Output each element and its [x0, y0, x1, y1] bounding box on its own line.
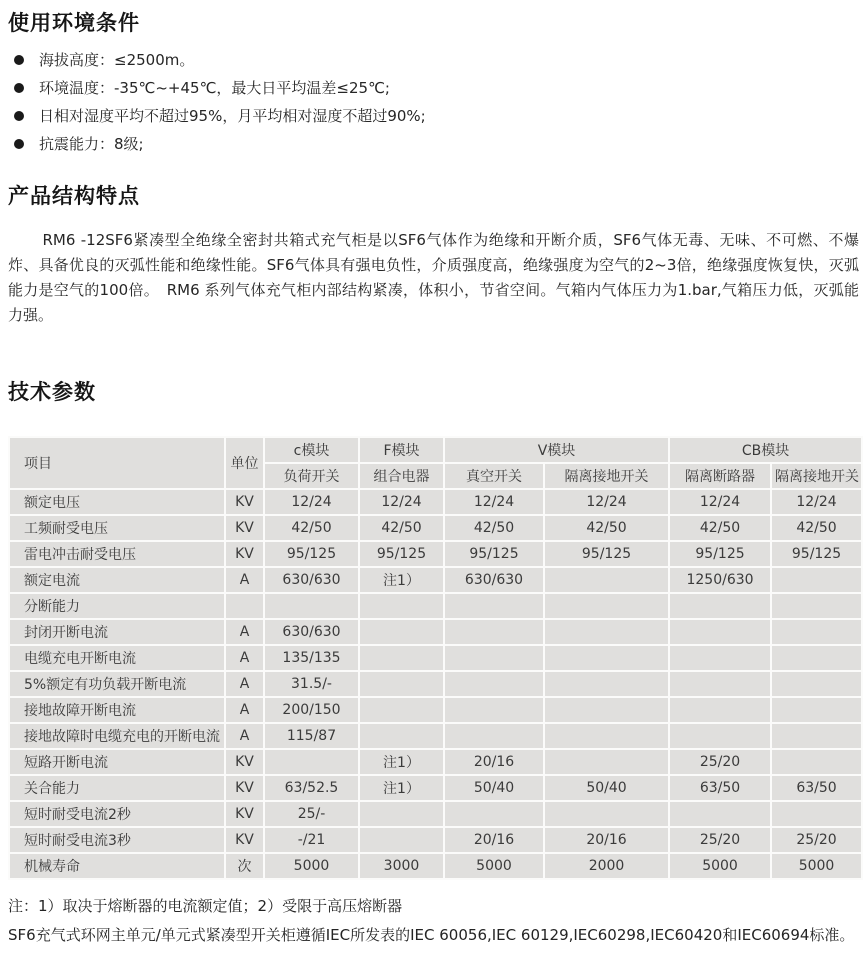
- row-label-cell: 短时耐受电流2秒: [9, 801, 225, 827]
- value-cell: 95/125: [669, 541, 771, 567]
- value-cell: [669, 593, 771, 619]
- env-list: [8, 52, 859, 152]
- value-cell: [771, 671, 862, 697]
- value-cell: [444, 671, 544, 697]
- value-cell: 42/50: [359, 515, 444, 541]
- row-unit-cell: KV: [225, 515, 264, 541]
- tech-params-table-head: [9, 437, 862, 489]
- table-row: [9, 515, 862, 541]
- note-line-2: SF6充气式环网主单元/单元式紧凑型开关柜遵循IEC所发表的IEC 60056,IEC 60129,IEC60298,IEC60420和IEC60694标准。: [8, 926, 855, 944]
- value-cell: 12/24: [771, 489, 862, 515]
- value-cell: 2000: [544, 853, 669, 879]
- table-row: [9, 749, 862, 775]
- row-unit-cell: KV: [225, 541, 264, 567]
- tech-section-title: 技术参数: [8, 380, 96, 404]
- env-section: [8, 8, 859, 152]
- value-cell: 42/50: [771, 515, 862, 541]
- subheader-isolating-breaker: 隔离断路器: [669, 463, 771, 489]
- table-row: [9, 489, 862, 515]
- subheader-combined-apparatus: 组合电器: [359, 463, 444, 489]
- value-cell: [669, 671, 771, 697]
- row-label-cell: 5%额定有功负载开断电流: [9, 671, 225, 697]
- value-cell: 95/125: [444, 541, 544, 567]
- header-group-f: F模块: [359, 437, 444, 463]
- subheader-load-switch: 负荷开关: [264, 463, 359, 489]
- value-cell: [771, 619, 862, 645]
- subheader-vacuum-switch: 真空开关: [444, 463, 544, 489]
- value-cell: 20/16: [444, 827, 544, 853]
- value-cell: [359, 697, 444, 723]
- value-cell: 25/20: [669, 749, 771, 775]
- list-item: [8, 52, 859, 68]
- value-cell: 135/135: [264, 645, 359, 671]
- value-cell: [669, 645, 771, 671]
- value-cell: 25/-: [264, 801, 359, 827]
- value-cell: [544, 697, 669, 723]
- value-cell: 5000: [264, 853, 359, 879]
- row-label-cell: 关合能力: [9, 775, 225, 801]
- row-label-cell: 额定电压: [9, 489, 225, 515]
- value-cell: [544, 645, 669, 671]
- row-unit-cell: KV: [225, 827, 264, 853]
- value-cell: [771, 567, 862, 593]
- row-unit-cell: KV: [225, 775, 264, 801]
- row-unit-cell: A: [225, 567, 264, 593]
- row-unit-cell: A: [225, 697, 264, 723]
- value-cell: [771, 723, 862, 749]
- value-cell: 95/125: [359, 541, 444, 567]
- value-cell: 25/20: [771, 827, 862, 853]
- row-label-cell: 短时耐受电流3秒: [9, 827, 225, 853]
- row-label-cell: 工频耐受电压: [9, 515, 225, 541]
- value-cell: 42/50: [264, 515, 359, 541]
- value-cell: 1250/630: [669, 567, 771, 593]
- list-item: [8, 108, 859, 124]
- value-cell: 42/50: [444, 515, 544, 541]
- row-label-cell: 封闭开断电流: [9, 619, 225, 645]
- value-cell: 注1）: [359, 567, 444, 593]
- value-cell: 63/52.5: [264, 775, 359, 801]
- table-row: [9, 567, 862, 593]
- row-unit-cell: A: [225, 619, 264, 645]
- value-cell: [444, 697, 544, 723]
- value-cell: -/21: [264, 827, 359, 853]
- row-label-cell: 雷电冲击耐受电压: [9, 541, 225, 567]
- value-cell: 115/87: [264, 723, 359, 749]
- table-row: [9, 827, 862, 853]
- row-unit-cell: A: [225, 671, 264, 697]
- row-unit-cell: KV: [225, 749, 264, 775]
- value-cell: [771, 645, 862, 671]
- value-cell: 12/24: [444, 489, 544, 515]
- value-cell: 630/630: [264, 619, 359, 645]
- value-cell: 20/16: [444, 749, 544, 775]
- value-cell: 95/125: [771, 541, 862, 567]
- value-cell: [444, 645, 544, 671]
- features-section-title: 产品结构特点: [8, 184, 140, 208]
- row-label-cell: 短路开断电流: [9, 749, 225, 775]
- value-cell: [264, 749, 359, 775]
- table-row: [9, 541, 862, 567]
- features-section: [8, 181, 859, 328]
- value-cell: 63/50: [669, 775, 771, 801]
- value-cell: 12/24: [264, 489, 359, 515]
- value-cell: [359, 593, 444, 619]
- table-row: [9, 593, 862, 619]
- row-label-cell: 额定电流: [9, 567, 225, 593]
- table-row: [9, 645, 862, 671]
- value-cell: 3000: [359, 853, 444, 879]
- value-cell: 12/24: [544, 489, 669, 515]
- env-item-text: 日相对湿度平均不超过95%，月平均相对湿度不超过90%;: [39, 107, 426, 125]
- value-cell: 31.5/-: [264, 671, 359, 697]
- value-cell: [359, 723, 444, 749]
- value-cell: [771, 801, 862, 827]
- table-row: [9, 697, 862, 723]
- value-cell: [544, 619, 669, 645]
- value-cell: [771, 697, 862, 723]
- header-unit: 单位: [225, 437, 264, 489]
- tech-section: [8, 377, 859, 880]
- tech-params-table: [8, 436, 863, 880]
- value-cell: 95/125: [544, 541, 669, 567]
- value-cell: [544, 671, 669, 697]
- value-cell: 50/40: [444, 775, 544, 801]
- table-header-row: [9, 437, 862, 463]
- subheader-isolating-earthing-switch-cb: 隔离接地开关: [771, 463, 862, 489]
- row-unit-cell: A: [225, 645, 264, 671]
- header-item: 项目: [9, 437, 225, 489]
- bullet-icon: [14, 55, 24, 65]
- value-cell: 12/24: [359, 489, 444, 515]
- list-item: [8, 136, 859, 152]
- value-cell: 25/20: [669, 827, 771, 853]
- table-row: [9, 775, 862, 801]
- value-cell: 95/125: [264, 541, 359, 567]
- header-group-cb: CB模块: [669, 437, 862, 463]
- features-paragraph: RM6 -12SF6紧凑型全绝缘全密封共箱式充气柜是以SF6气体作为绝缘和开断介质，SF6气体无毒、无味、不可燃、不爆炸、具备优良的灭弧性能和绝缘性能。SF6气体具有强电负性，介质强度高，绝缘强度为空气的2~3倍，绝缘强度恢复快，灭弧能力是空气的100倍。 RM6 系列气体充气柜内部结构紧凑，体积小，节省空间。气箱内气体压力为1.bar,气箱压力低，灭弧能力强。: [8, 231, 859, 324]
- tech-params-table-body: [9, 489, 862, 879]
- value-cell: 5000: [444, 853, 544, 879]
- value-cell: 50/40: [544, 775, 669, 801]
- value-cell: [669, 801, 771, 827]
- env-item-text: 海拔高度：≤2500m。: [39, 51, 195, 69]
- table-row: [9, 801, 862, 827]
- row-label-cell: 接地故障开断电流: [9, 697, 225, 723]
- value-cell: [771, 593, 862, 619]
- value-cell: [544, 801, 669, 827]
- value-cell: [669, 697, 771, 723]
- row-unit-cell: KV: [225, 489, 264, 515]
- value-cell: [669, 723, 771, 749]
- value-cell: [359, 645, 444, 671]
- value-cell: [359, 619, 444, 645]
- bullet-icon: [14, 139, 24, 149]
- value-cell: [359, 801, 444, 827]
- table-row: [9, 671, 862, 697]
- value-cell: [544, 593, 669, 619]
- note-line-1: 注：1）取决于熔断器的电流额定值；2）受限于高压熔断器: [8, 897, 403, 915]
- bullet-icon: [14, 111, 24, 121]
- table-row: [9, 853, 862, 879]
- value-cell: 12/24: [669, 489, 771, 515]
- value-cell: [771, 749, 862, 775]
- value-cell: [544, 567, 669, 593]
- header-group-v: V模块: [444, 437, 669, 463]
- value-cell: 630/630: [444, 567, 544, 593]
- value-cell: 注1）: [359, 775, 444, 801]
- row-unit-cell: 次: [225, 853, 264, 879]
- value-cell: [669, 619, 771, 645]
- value-cell: [444, 801, 544, 827]
- row-label-cell: 电缆充电开断电流: [9, 645, 225, 671]
- row-label-cell: 机械寿命: [9, 853, 225, 879]
- value-cell: 5000: [669, 853, 771, 879]
- value-cell: [264, 593, 359, 619]
- row-label-cell: 分断能力: [9, 593, 225, 619]
- bullet-icon: [14, 83, 24, 93]
- value-cell: 注1）: [359, 749, 444, 775]
- env-item-text: 环境温度：-35℃~+45℃，最大日平均温差≤25℃;: [39, 79, 390, 97]
- table-row: [9, 723, 862, 749]
- env-section-title: 使用环境条件: [8, 11, 140, 35]
- value-cell: [444, 723, 544, 749]
- list-item: [8, 80, 859, 96]
- env-item-text: 抗震能力：8级;: [39, 135, 144, 153]
- value-cell: 42/50: [544, 515, 669, 541]
- row-unit-cell: KV: [225, 801, 264, 827]
- value-cell: 63/50: [771, 775, 862, 801]
- value-cell: [544, 723, 669, 749]
- notes: [8, 892, 859, 950]
- table-row: [9, 619, 862, 645]
- value-cell: 42/50: [669, 515, 771, 541]
- value-cell: [359, 671, 444, 697]
- value-cell: [359, 827, 444, 853]
- row-unit-cell: [225, 593, 264, 619]
- value-cell: 200/150: [264, 697, 359, 723]
- value-cell: 630/630: [264, 567, 359, 593]
- value-cell: 20/16: [544, 827, 669, 853]
- row-label-cell: 接地故障时电缆充电的开断电流: [9, 723, 225, 749]
- subheader-isolating-earthing-switch-v: 隔离接地开关: [544, 463, 669, 489]
- value-cell: [444, 619, 544, 645]
- value-cell: 5000: [771, 853, 862, 879]
- header-group-c: c模块: [264, 437, 359, 463]
- value-cell: [544, 749, 669, 775]
- row-unit-cell: A: [225, 723, 264, 749]
- value-cell: [444, 593, 544, 619]
